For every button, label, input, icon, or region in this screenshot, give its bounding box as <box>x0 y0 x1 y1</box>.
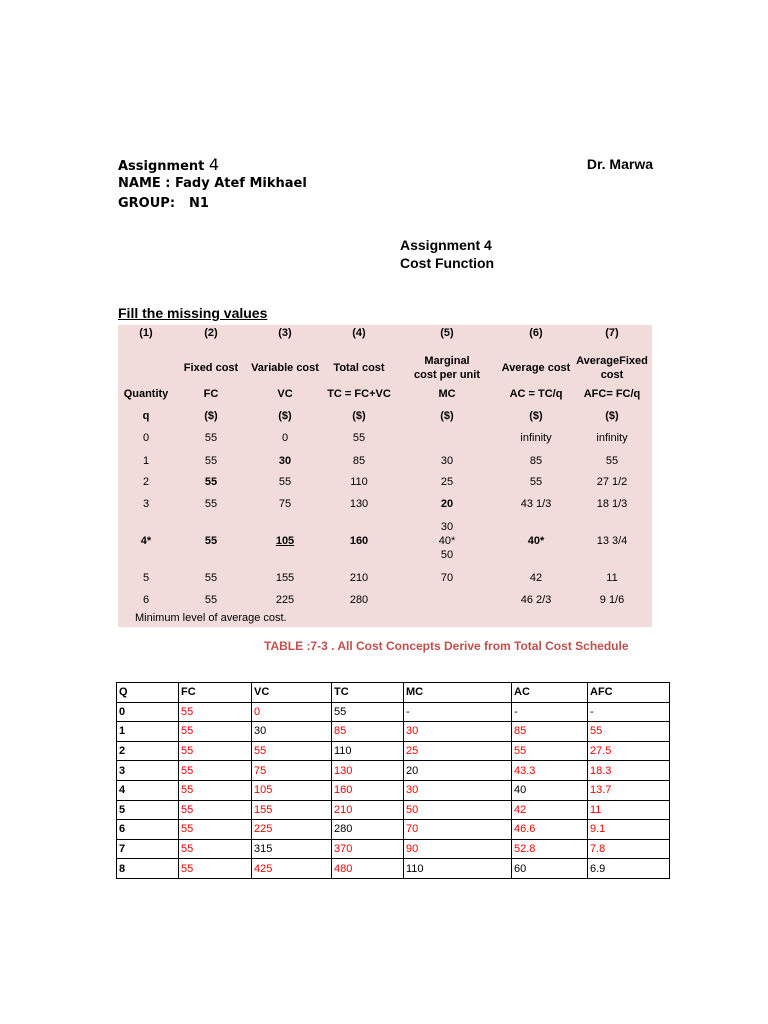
answer-cell: 85 <box>512 722 588 742</box>
schedule-cell: 0 <box>281 432 289 444</box>
schedule-cell: 20 <box>440 498 454 510</box>
col-name-line: cost <box>600 369 624 381</box>
answer-cell: 11 <box>588 800 670 820</box>
col-unit: ($) <box>440 410 454 422</box>
answer-cell: 52.8 <box>512 839 588 859</box>
answer-cell: 55 <box>332 702 404 722</box>
answer-cell: 155 <box>252 800 332 820</box>
answer-cell: 55 <box>179 800 252 820</box>
answer-cell: - <box>512 702 588 722</box>
answer-header-cell: VC <box>252 683 332 703</box>
schedule-cell: 25 <box>440 476 454 488</box>
answer-cell: 25 <box>404 741 512 761</box>
answer-row <box>117 820 670 840</box>
schedule-cell: 130 <box>349 498 369 510</box>
answer-cell: 425 <box>252 859 332 879</box>
col-name <box>251 361 319 375</box>
answer-cell: 55 <box>588 722 670 742</box>
answer-cell: 1 <box>117 722 179 742</box>
answer-cell: 27.5 <box>588 741 670 761</box>
col-name <box>333 361 384 375</box>
answer-cell: 7.8 <box>588 839 670 859</box>
schedule-cell: 18 1/3 <box>596 498 628 510</box>
schedule-cell: 85 <box>352 455 366 467</box>
answer-cell: 75 <box>252 761 332 781</box>
mc-stack-value: 30 <box>440 521 454 533</box>
answer-cell: 55 <box>252 741 332 761</box>
col-name-line: Average cost <box>501 362 571 374</box>
answer-cell: 30 <box>252 722 332 742</box>
col-unit: ($) <box>529 410 543 422</box>
schedule-cell: 55 <box>204 455 218 467</box>
answer-cell: 6.9 <box>588 859 670 879</box>
col-name-line: Marginal <box>424 355 470 367</box>
answer-cell: 13.7 <box>588 780 670 800</box>
col-number: (3) <box>278 327 292 339</box>
col-unit: ($) <box>278 410 292 422</box>
schedule-cell: 155 <box>275 572 295 584</box>
answer-cell: 4 <box>117 780 179 800</box>
schedule-cell: 43 1/3 <box>520 498 552 510</box>
answer-cell: 8 <box>117 859 179 879</box>
col-formula: VC <box>277 388 293 400</box>
col-number: (4) <box>352 327 366 339</box>
answer-cell: 9.1 <box>588 820 670 840</box>
col-number: (5) <box>440 327 454 339</box>
schedule-cell: 55 <box>352 432 366 444</box>
answer-cell: 30 <box>404 780 512 800</box>
schedule-cell: 46 2/3 <box>520 594 552 606</box>
answer-cell: 55 <box>179 839 252 859</box>
answer-cell: 43.3 <box>512 761 588 781</box>
answer-header-cell: AFC <box>588 683 670 703</box>
col-name-line: AverageFixed <box>576 355 648 367</box>
schedule-cell: 55 <box>204 498 218 510</box>
schedule-cell: 55 <box>278 476 292 488</box>
answer-cell: 55 <box>179 722 252 742</box>
student-name: NAME : Fady Atef Mikhael <box>118 176 307 191</box>
assignment-title: Assignment 4 <box>400 237 492 253</box>
col-number: (6) <box>529 327 543 339</box>
col-number: (1) <box>139 327 153 339</box>
answer-cell: 280 <box>332 820 404 840</box>
col-formula: MC <box>438 388 456 400</box>
schedule-cell: 55 <box>204 572 218 584</box>
group-line <box>118 196 209 211</box>
answer-cell: 480 <box>332 859 404 879</box>
schedule-cell: 160 <box>349 535 369 547</box>
group-label: GROUP: <box>118 196 176 211</box>
schedule-cell: 55 <box>529 476 543 488</box>
answer-cell: 60 <box>512 859 588 879</box>
answer-row <box>117 702 670 722</box>
schedule-cell: 280 <box>349 594 369 606</box>
col-formula: TC = FC+VC <box>327 388 391 400</box>
col-name-line: Total cost <box>333 362 385 374</box>
schedule-cell: 75 <box>278 498 292 510</box>
schedule-cell: 40* <box>527 535 545 547</box>
schedule-cell: 105 <box>275 535 295 547</box>
mc-stack-value: 50 <box>440 549 454 561</box>
answer-cell: 110 <box>332 741 404 761</box>
answer-cell: - <box>404 702 512 722</box>
schedule-cell: 4* <box>140 535 152 547</box>
answer-cell: 370 <box>332 839 404 859</box>
answer-cell: 30 <box>404 722 512 742</box>
answer-row <box>117 761 670 781</box>
schedule-cell: 30 <box>278 455 292 467</box>
schedule-cell: 2 <box>142 476 150 488</box>
answer-cell: 0 <box>252 702 332 722</box>
col-unit: ($) <box>352 410 366 422</box>
schedule-cell: 11 <box>606 572 618 584</box>
schedule-cell: 6 <box>142 594 150 606</box>
answer-cell: - <box>588 702 670 722</box>
answer-cell: 210 <box>332 800 404 820</box>
answer-cell: 105 <box>252 780 332 800</box>
col-formula: AFC= FC/q <box>583 388 641 400</box>
answer-cell: 55 <box>179 859 252 879</box>
col-unit: q <box>142 410 150 422</box>
schedule-cell: 225 <box>275 594 295 606</box>
mc-stack-value: 40* <box>438 535 456 547</box>
schedule-cell: 55 <box>204 476 218 488</box>
schedule-cell: 210 <box>349 572 369 584</box>
col-unit: ($) <box>605 410 619 422</box>
assignment-heading <box>118 155 219 174</box>
answer-header-row <box>117 683 670 703</box>
answer-row <box>117 780 670 800</box>
answer-cell: 46.6 <box>512 820 588 840</box>
answer-row <box>117 859 670 879</box>
col-name <box>414 354 480 382</box>
answer-cell: 55 <box>179 702 252 722</box>
instructor-name: Dr. Marwa <box>586 156 653 172</box>
answer-cell: 160 <box>332 780 404 800</box>
answer-cell: 315 <box>252 839 332 859</box>
assignment-subtitle: Cost Function <box>400 255 495 271</box>
schedule-cell: 3 <box>142 498 150 510</box>
table-caption: TABLE :7-3 . All Cost Concepts Derive from Total Cost Schedule <box>264 639 629 653</box>
col-number: (2) <box>204 327 218 339</box>
schedule-cell: 70 <box>440 572 454 584</box>
answer-cell: 85 <box>332 722 404 742</box>
schedule-cell: 13 3/4 <box>596 535 628 547</box>
col-name <box>576 354 648 382</box>
answer-cell: 70 <box>404 820 512 840</box>
answer-cell: 55 <box>179 741 252 761</box>
group-value: N1 <box>189 196 209 211</box>
col-name-line: cost per unit <box>413 369 481 381</box>
schedule-cell: 110 <box>350 476 368 488</box>
col-number: (7) <box>605 327 619 339</box>
schedule-cell: 0 <box>142 432 150 444</box>
schedule-cell: 9 1/6 <box>599 594 625 606</box>
schedule-cell: 5 <box>142 572 150 584</box>
answer-cell: 3 <box>117 761 179 781</box>
answer-cell: 42 <box>512 800 588 820</box>
answer-cell: 0 <box>117 702 179 722</box>
schedule-cell: 27 1/2 <box>596 476 628 488</box>
col-unit: ($) <box>204 410 218 422</box>
answer-header-cell: AC <box>512 683 588 703</box>
schedule-cell: 55 <box>204 535 218 547</box>
schedule-cell: 1 <box>142 455 150 467</box>
schedule-cell: 85 <box>529 455 543 467</box>
answer-cell: 55 <box>512 741 588 761</box>
col-formula: AC = TC/q <box>509 388 563 400</box>
schedule-cell: 55 <box>204 594 218 606</box>
answer-cell: 5 <box>117 800 179 820</box>
col-name <box>184 361 238 375</box>
answer-cell: 18.3 <box>588 761 670 781</box>
answer-row <box>117 741 670 761</box>
schedule-cell: 42 <box>529 572 543 584</box>
answer-cell: 55 <box>179 761 252 781</box>
col-name-line: Fixed cost <box>183 362 239 374</box>
answer-row <box>117 722 670 742</box>
schedule-cell: 55 <box>605 455 619 467</box>
schedule-cell: infinity <box>520 432 552 444</box>
answer-table <box>116 682 670 879</box>
answer-cell: 20 <box>404 761 512 781</box>
assignment-number: 4 <box>208 155 220 174</box>
answer-cell: 6 <box>117 820 179 840</box>
answer-header-cell: TC <box>332 683 404 703</box>
answer-cell: 130 <box>332 761 404 781</box>
answer-cell: 7 <box>117 839 179 859</box>
schedule-cell: 55 <box>204 432 218 444</box>
col-name-line: Variable cost <box>251 362 319 374</box>
assignment-label: Assignment <box>118 159 205 174</box>
answer-header-cell: MC <box>404 683 512 703</box>
fill-missing-heading: Fill the missing values <box>118 305 268 321</box>
answer-cell: 50 <box>404 800 512 820</box>
answer-cell: 55 <box>179 820 252 840</box>
col-formula: FC <box>203 388 219 400</box>
answer-cell: 110 <box>404 859 512 879</box>
answer-cell: 90 <box>404 839 512 859</box>
schedule-cell: 30 <box>440 455 454 467</box>
answer-cell: 2 <box>117 741 179 761</box>
answer-cell: 225 <box>252 820 332 840</box>
answer-row <box>117 839 670 859</box>
answer-header-cell: Q <box>117 683 179 703</box>
footnote: Minimum level of average cost. <box>135 612 287 624</box>
answer-cell: 55 <box>179 780 252 800</box>
schedule-cell: infinity <box>596 432 628 444</box>
answer-row <box>117 800 670 820</box>
answer-cell: 40 <box>512 780 588 800</box>
answer-header-cell: FC <box>179 683 252 703</box>
col-formula: Quantity <box>123 388 169 400</box>
col-name <box>502 361 571 375</box>
